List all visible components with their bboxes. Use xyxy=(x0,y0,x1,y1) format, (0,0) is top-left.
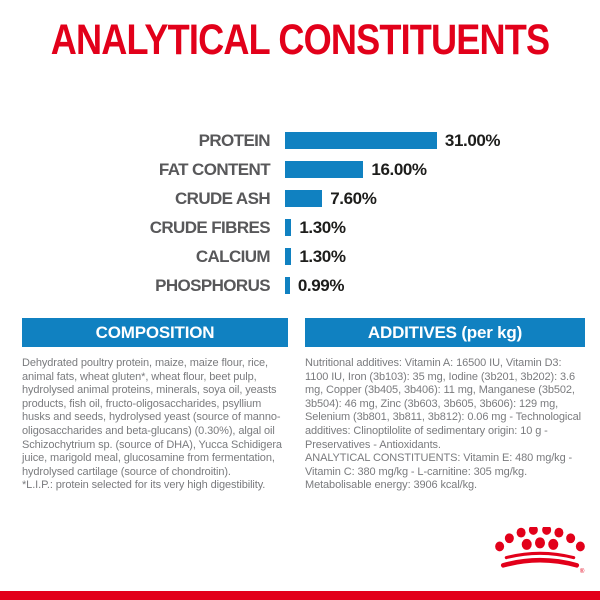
chart-value-label: 31.00% xyxy=(444,130,501,150)
chart-value-label: 1.30% xyxy=(299,246,346,266)
chart-row xyxy=(0,213,600,242)
royal-canin-crown-logo xyxy=(495,527,585,574)
additives-body xyxy=(305,357,585,493)
bottom-red-bar xyxy=(0,591,600,600)
composition-header: COMPOSITION xyxy=(22,318,288,347)
chart-bar xyxy=(285,219,291,236)
chart-category-label: FAT CONTENT xyxy=(158,159,270,179)
additives-analytical-text: ANALYTICAL CONSTITUENTS: Vitamin E: 480 mg/kg - Vitamin C: 380 mg/kg - L-carnitine: 305 mg/kg. xyxy=(305,452,573,478)
additives-section xyxy=(305,318,585,493)
chart-row xyxy=(0,242,600,271)
chart-row xyxy=(0,184,600,213)
chart-bar xyxy=(285,161,363,178)
page-title: ANALYTICAL CONSTITUENTS xyxy=(50,16,550,64)
chart-value-label: 16.00% xyxy=(371,159,427,179)
composition-text: Dehydrated poultry protein, maize, maize flour, rice, animal fats, wheat gluten*, wheat flour, beet pulp, hydrolysed animal proteins, minerals, soya oil, yeasts products, fish oil, fructo-oligosaccharides, psyllium husks and seeds, hydrolysed yeast (source of manno-oligosaccharides and beta-glucans) (0.30%), algal oil Schizochytrium sp. (source of DHA), Yucca Schidigera juice, marigold meal, glucosamine from fermentation, hydrolysed cartilage (source of chondroitin). xyxy=(22,357,282,478)
chart-category-label: CRUDE ASH xyxy=(174,188,270,208)
chart-row xyxy=(0,155,600,184)
additives-header: ADDITIVES (per kg) xyxy=(305,318,585,347)
chart-bar xyxy=(285,277,290,294)
registered-mark: ® xyxy=(579,567,585,574)
chart-value-label: 0.99% xyxy=(297,275,345,295)
composition-section xyxy=(22,318,288,493)
chart-bar xyxy=(285,132,437,149)
composition-footnote: *L.I.P.: protein selected for its very high digestibility. xyxy=(22,479,266,492)
chart-category-label: PROTEIN xyxy=(198,130,270,150)
analytical-constituents-chart xyxy=(0,126,600,300)
additives-text: Nutritional additives: Vitamin A: 16500 IU, Vitamin D3: 1100 IU, Iron (3b103): 35 mg, Iodine (3b201, 3b202): 3.6 mg, Copper (3b405, 3b406): 11 mg, Manganese (3b502, 3b504): 46 mg, Zinc (3b603, 3b605, 3b606): 129 mg, Selenium (3b801, 3b811, 3b812): 0.06 mg - Technological additives: Clinoptilolite of sedimentary origin: 10 g - Preservatives - Antioxidants. xyxy=(305,357,582,451)
chart-row xyxy=(0,271,600,300)
chart-category-label: CALCIUM xyxy=(195,246,270,266)
composition-body xyxy=(22,357,288,493)
chart-category-label: CRUDE FIBRES xyxy=(149,217,270,237)
chart-value-label: 1.30% xyxy=(299,217,346,237)
chart-value-label: 7.60% xyxy=(330,188,377,208)
chart-bar xyxy=(285,190,322,207)
chart-bar xyxy=(285,248,291,265)
chart-category-label: PHOSPHORUS xyxy=(155,275,270,295)
additives-energy-text: Metabolisable energy: 3906 kcal/kg. xyxy=(305,479,477,492)
chart-row xyxy=(0,126,600,155)
